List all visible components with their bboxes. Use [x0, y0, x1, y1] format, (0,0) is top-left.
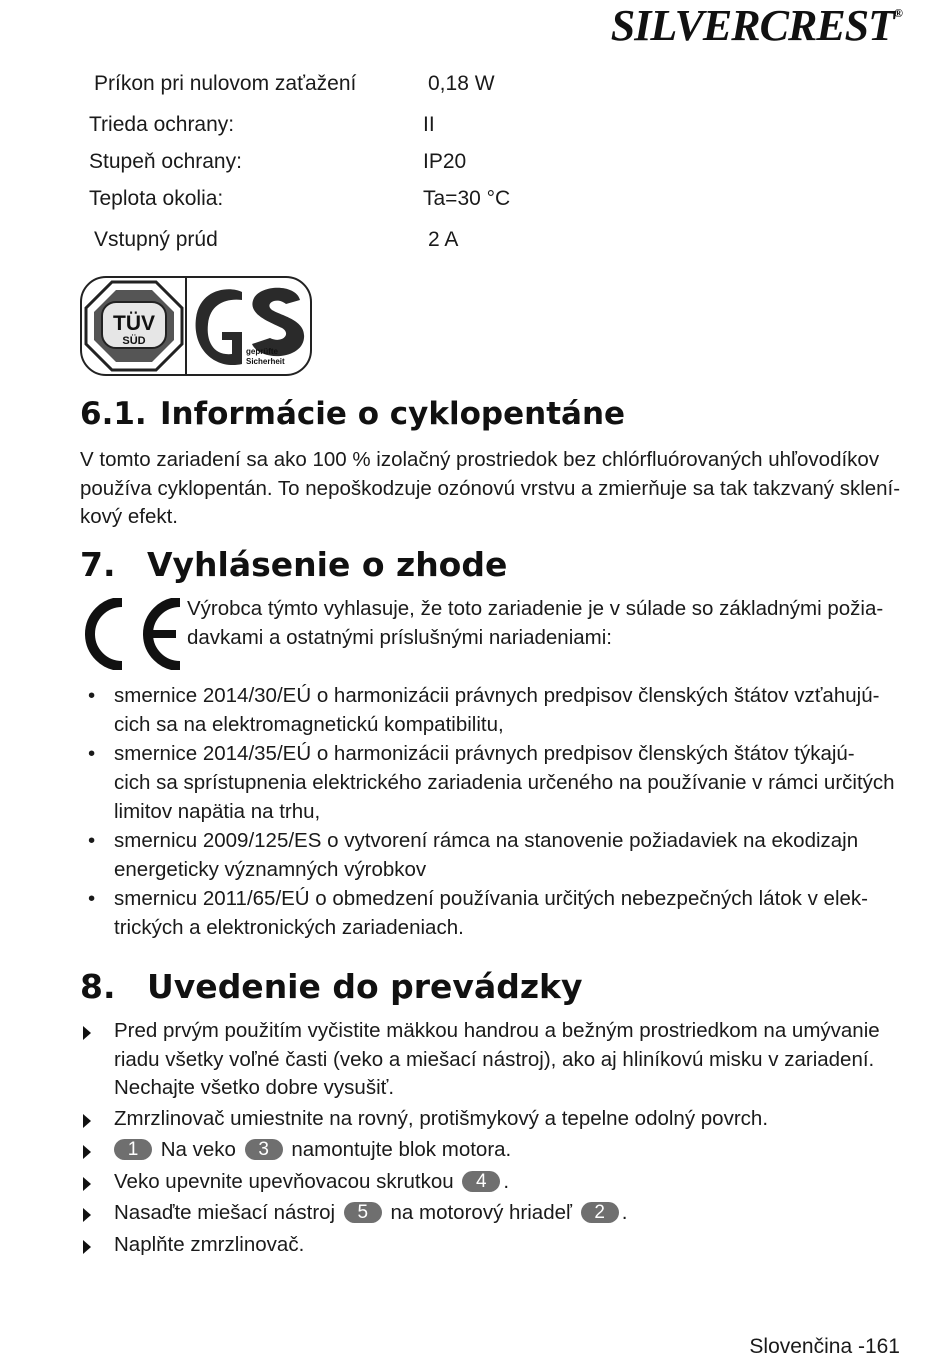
- section-heading-8: 8. Uvedenie do prevádzky: [80, 967, 583, 1006]
- bullet-icon: •: [88, 887, 96, 910]
- directive-list: [81, 681, 911, 942]
- gs-text-2: Sicherheit: [246, 357, 285, 366]
- spec-value: 0,18 W: [428, 72, 495, 95]
- certification-logos: [80, 276, 312, 376]
- conformity-intro: [187, 595, 907, 652]
- spec-label: Príkon pri nulovom zaťažení: [94, 72, 357, 95]
- list-item: • smernicu 2009/125/ES o vytvorení rámca na stanovenie požiadaviek na ekodizajn energeticky významných výrobkov: [81, 826, 911, 884]
- paragraph-line: Výrobca týmto vyhlasuje, že toto zariadenie je v súlade so základnými požia-: [187, 597, 884, 620]
- list-item: • smernice 2014/30/EÚ o harmonizácii právnych predpisov členských štátov vzťahujú- cich sa na elektromagnetickú kompatibilitu,: [81, 681, 911, 739]
- section-heading-6-1: 6.1. Informácie o cyklopentáne: [80, 396, 626, 432]
- paragraph-line: používa cyklopentán. To nepoškodzuje ozónovú vrstvu a zmierňuje sa tak takzvaný sklení-: [80, 476, 901, 500]
- step-item: 1 Na veko 3 namontujte blok motora.: [81, 1136, 911, 1165]
- bullet-icon: •: [88, 684, 96, 707]
- tuv-gs-mark-icon: [82, 278, 310, 374]
- spec-label: Stupeň ochrany:: [89, 150, 242, 173]
- step-item: Veko upevnite upevňovacou skrutkou 4 .: [81, 1168, 911, 1197]
- sud-text: SÜD: [122, 335, 146, 347]
- step-item: Naplňte zmrzlinovač.: [81, 1231, 911, 1260]
- list-item: • smernice 2014/35/EÚ o harmonizácii právnych predpisov členských štátov týkajú- cich sa sprístupnenia elektrického zariadenia určeného na používanie v rámci určitých limitov napätia na trhu,: [81, 739, 911, 826]
- part-badge: 3: [245, 1139, 283, 1160]
- page-footer: Slovenčina -161: [749, 1335, 900, 1358]
- spec-value: 2 A: [428, 228, 459, 251]
- paragraph-line: V tomto zariadení sa ako 100 % izolačný prostriedok bez chlórfluórovaných uhľovodíkov: [80, 448, 880, 471]
- step-item: Nasaďte miešací nástroj 5 na motorový hriadeľ 2 .: [81, 1199, 911, 1228]
- list-item: • smernicu 2011/65/EÚ o obmedzení používania určitých nebezpečných látok v elek- trických a elektronických zariadeniach.: [81, 884, 911, 942]
- arrow-right-icon: [83, 1026, 91, 1040]
- arrow-right-icon: [83, 1177, 91, 1191]
- spec-label: Teplota okolia:: [89, 187, 224, 210]
- bullet-icon: •: [88, 829, 96, 852]
- part-badge: 5: [344, 1202, 382, 1223]
- arrow-right-icon: [83, 1240, 91, 1254]
- spec-value: IP20: [423, 150, 467, 173]
- cyclopentane-paragraph: [80, 446, 910, 532]
- arrow-right-icon: [83, 1145, 91, 1159]
- spec-value: Ta=30 °C: [423, 187, 511, 210]
- spec-label: Vstupný prúd: [94, 228, 218, 251]
- brand-logo: SILVERCREST®: [610, 1, 902, 50]
- gs-text-1: geprüfte: [246, 347, 278, 356]
- step-item: Pred prvým použitím vyčistite mäkkou handrou a bežným prostriedkom na umývanie riadu všetky voľné časti (veko a miešací nástroj), ako aj hliníkovú misku v zariadení. Nechajte všetko dobre vysušiť.: [81, 1017, 911, 1103]
- bullet-icon: •: [88, 742, 96, 765]
- spec-label: Trieda ochrany:: [89, 113, 235, 136]
- part-badge: 4: [462, 1171, 500, 1192]
- spec-value: II: [423, 113, 435, 136]
- paragraph-line: davkami a ostatnými príslušnými nariadeniami:: [187, 625, 612, 649]
- tuv-text: TÜV: [113, 312, 155, 335]
- part-badge: 1: [114, 1139, 152, 1160]
- step-item: Zmrzlinovač umiestnite na rovný, protišmykový a tepelne odolný povrch.: [81, 1105, 911, 1134]
- arrow-right-icon: [83, 1114, 91, 1128]
- paragraph-line: kový efekt.: [80, 505, 178, 528]
- arrow-right-icon: [83, 1208, 91, 1222]
- part-badge: 2: [581, 1202, 619, 1223]
- section-heading-7: 7. Vyhlásenie o zhode: [80, 545, 508, 584]
- setup-steps: [81, 1017, 911, 1259]
- ce-mark-icon: [80, 598, 182, 675]
